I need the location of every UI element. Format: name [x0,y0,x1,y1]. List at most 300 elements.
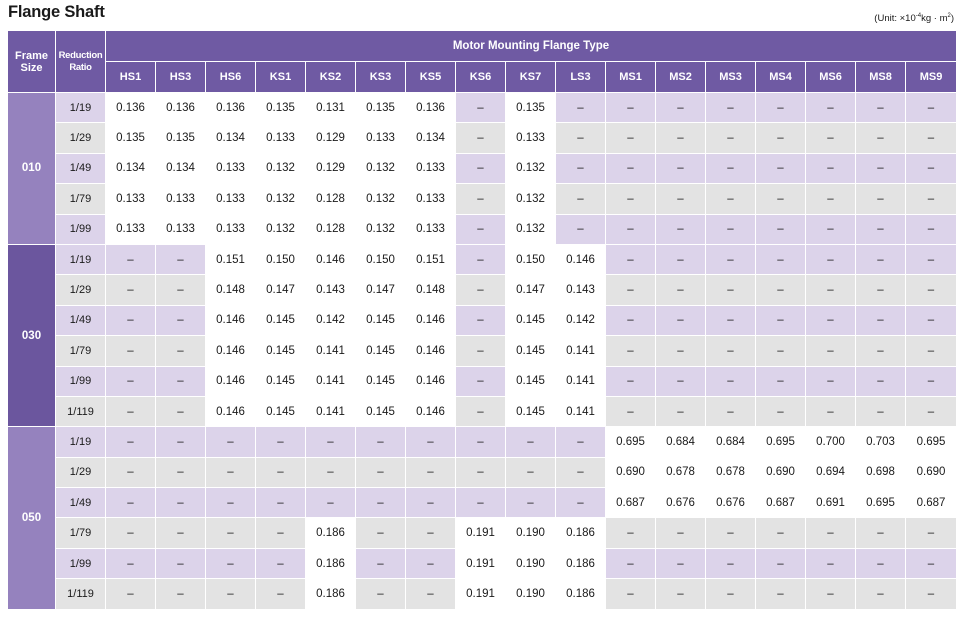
type-header-ms6: MS6 [806,62,856,93]
ratio-cell: 1/119 [56,397,106,427]
value-cell: 0.145 [356,367,406,397]
ratio-cell: 1/19 [56,93,106,123]
ratio-cell: 1/49 [56,488,106,518]
value-cell: 0.131 [306,93,356,123]
value-cell: – [656,306,706,336]
value-cell: – [406,579,456,609]
value-cell: – [256,579,306,609]
value-cell: 0.145 [256,336,306,366]
value-cell: 0.133 [206,184,256,214]
value-cell: 0.145 [506,336,556,366]
ratio-cell: 1/99 [56,367,106,397]
value-cell: – [206,518,256,548]
table-row [8,427,957,457]
value-cell: 0.186 [306,518,356,548]
value-cell: 0.141 [556,397,606,427]
value-cell: – [456,488,506,518]
value-cell: 0.698 [856,458,906,488]
value-cell: 0.145 [506,397,556,427]
value-cell: – [106,458,156,488]
type-header-ls3: LS3 [556,62,606,93]
value-cell: – [756,215,806,245]
value-cell: – [856,215,906,245]
table-row [8,154,957,184]
value-cell: – [756,518,806,548]
value-cell: – [856,367,906,397]
value-cell: – [656,367,706,397]
value-cell: – [806,184,856,214]
ratio-cell: 1/19 [56,427,106,457]
value-cell: 0.147 [256,275,306,305]
value-cell: – [856,549,906,579]
value-cell: – [706,549,756,579]
value-cell: – [456,367,506,397]
value-cell: 0.190 [506,549,556,579]
value-cell: 0.136 [406,93,456,123]
value-cell: – [906,123,957,153]
value-cell: 0.146 [206,397,256,427]
value-cell: – [756,549,806,579]
value-cell: 0.129 [306,123,356,153]
value-cell: 0.186 [556,549,606,579]
value-cell: – [856,184,906,214]
value-cell: 0.191 [456,579,506,609]
value-cell: – [756,306,806,336]
value-cell: 0.132 [256,215,306,245]
value-cell: 0.143 [306,275,356,305]
value-cell: – [756,245,806,275]
value-cell: – [556,458,606,488]
value-cell: 0.132 [256,184,306,214]
type-header-ks2: KS2 [306,62,356,93]
value-cell: – [406,549,456,579]
value-cell: – [506,427,556,457]
value-cell: – [606,93,656,123]
value-cell: 0.190 [506,579,556,609]
value-cell: – [606,154,656,184]
frame-size-cell: 030 [8,245,56,427]
value-cell: – [156,549,206,579]
value-cell: – [656,275,706,305]
table-row [8,93,957,123]
value-cell: – [656,93,706,123]
type-header-ks7: KS7 [506,62,556,93]
value-cell: 0.141 [556,336,606,366]
value-cell: – [356,427,406,457]
value-cell: 0.128 [306,184,356,214]
value-cell: 0.133 [256,123,306,153]
value-cell: – [256,488,306,518]
value-cell: 0.684 [656,427,706,457]
value-cell: – [156,518,206,548]
value-cell: – [656,397,706,427]
value-cell: 0.690 [606,458,656,488]
value-cell: 0.133 [106,184,156,214]
value-cell: – [256,427,306,457]
unit-exponent: -4 [915,13,922,19]
value-cell: – [706,245,756,275]
value-cell: 0.141 [306,367,356,397]
value-cell: 0.134 [156,154,206,184]
unit-suffix: kg · m [921,13,948,25]
value-cell: – [706,123,756,153]
value-cell: – [156,245,206,275]
value-cell: – [906,215,957,245]
value-cell: – [706,154,756,184]
value-cell: – [606,184,656,214]
value-cell: – [906,306,957,336]
value-cell: 0.695 [606,427,656,457]
value-cell: – [906,549,957,579]
value-cell: – [856,397,906,427]
value-cell: – [356,579,406,609]
value-cell: 0.191 [456,518,506,548]
value-cell: 0.143 [556,275,606,305]
type-header-hs6: HS6 [206,62,256,93]
value-cell: – [856,93,906,123]
value-cell: 0.703 [856,427,906,457]
value-cell: – [456,184,506,214]
value-cell: 0.191 [456,549,506,579]
value-cell: 0.128 [306,215,356,245]
value-cell: 0.145 [256,397,306,427]
type-header-ms2: MS2 [656,62,706,93]
value-cell: 0.135 [106,123,156,153]
value-cell: 0.132 [506,154,556,184]
value-cell: – [656,549,706,579]
value-cell: – [106,488,156,518]
value-cell: – [106,245,156,275]
value-cell: – [156,488,206,518]
value-cell: 0.133 [206,215,256,245]
value-cell: – [606,336,656,366]
value-cell: 0.147 [506,275,556,305]
value-cell: – [656,245,706,275]
ratio-cell: 1/19 [56,245,106,275]
value-cell: – [856,336,906,366]
value-cell: – [156,336,206,366]
value-cell: – [806,336,856,366]
value-cell: – [806,397,856,427]
value-cell: 0.132 [356,184,406,214]
value-cell: 0.186 [306,579,356,609]
value-cell: – [206,427,256,457]
type-header-ks3: KS3 [356,62,406,93]
value-cell: – [406,518,456,548]
value-cell: – [406,458,456,488]
type-header-ms1: MS1 [606,62,656,93]
table-row [8,367,957,397]
value-cell: – [106,518,156,548]
unit-close: ) [950,13,954,25]
unit-note [874,13,954,24]
value-cell: 0.136 [156,93,206,123]
value-cell: 0.190 [506,518,556,548]
value-cell: – [906,336,957,366]
value-cell: – [256,458,306,488]
value-cell: 0.142 [556,306,606,336]
value-cell: – [756,336,806,366]
value-cell: – [206,549,256,579]
value-cell: – [256,518,306,548]
value-cell: – [556,215,606,245]
value-cell: – [406,488,456,518]
value-cell: – [856,123,906,153]
value-cell: 0.684 [706,427,756,457]
value-cell: – [756,397,806,427]
value-cell: – [756,275,806,305]
value-cell: 0.695 [906,427,957,457]
value-cell: 0.141 [306,397,356,427]
value-cell: – [806,93,856,123]
ratio-cell: 1/99 [56,215,106,245]
type-header-hs3: HS3 [156,62,206,93]
value-cell: – [456,154,506,184]
table-row [8,184,957,214]
ratio-cell: 1/79 [56,518,106,548]
value-cell: 0.145 [356,336,406,366]
value-cell: 0.146 [206,336,256,366]
value-cell: 0.135 [156,123,206,153]
value-cell: – [906,93,957,123]
value-cell: 0.676 [706,488,756,518]
value-cell: – [456,306,506,336]
value-cell: – [156,579,206,609]
value-cell: 0.136 [206,93,256,123]
frame-size-cell: 050 [8,427,56,609]
frame-size-cell: 010 [8,93,56,245]
value-cell: 0.132 [506,184,556,214]
value-cell: – [106,579,156,609]
value-cell: – [356,518,406,548]
value-cell: – [906,397,957,427]
value-cell: 0.151 [206,245,256,275]
value-cell: – [806,306,856,336]
value-cell: – [706,184,756,214]
value-cell: – [706,306,756,336]
value-cell: – [906,518,957,548]
value-cell: – [456,336,506,366]
type-header-ks5: KS5 [406,62,456,93]
ratio-cell: 1/99 [56,549,106,579]
value-cell: – [456,215,506,245]
value-cell: – [306,458,356,488]
value-cell: – [456,427,506,457]
value-cell: – [156,306,206,336]
value-cell: 0.691 [806,488,856,518]
value-cell: – [606,123,656,153]
reduction-ratio-header: Reduction Ratio [56,31,106,93]
value-cell: 0.678 [706,458,756,488]
value-cell: – [606,275,656,305]
value-cell: – [556,154,606,184]
value-cell: – [706,397,756,427]
value-cell: – [606,549,656,579]
value-cell: – [106,275,156,305]
value-cell: – [206,579,256,609]
value-cell: 0.695 [856,488,906,518]
value-cell: – [106,427,156,457]
frame-size-header: Frame Size [8,31,56,93]
ratio-cell: 1/119 [56,579,106,609]
value-cell: 0.145 [256,306,306,336]
value-cell: 0.134 [106,154,156,184]
table-row [8,275,957,305]
value-cell: 0.186 [556,518,606,548]
value-cell: – [806,367,856,397]
value-cell: 0.150 [506,245,556,275]
value-cell: – [456,245,506,275]
page-title: Flange Shaft [8,3,105,21]
type-header-ms4: MS4 [756,62,806,93]
value-cell: 0.133 [156,184,206,214]
value-cell: 0.146 [206,367,256,397]
value-cell: – [206,488,256,518]
value-cell: 0.678 [656,458,706,488]
type-header-ms3: MS3 [706,62,756,93]
value-cell: 0.145 [356,306,406,336]
value-cell: 0.133 [406,215,456,245]
type-header-ks1: KS1 [256,62,306,93]
flange-type-header: Motor Mounting Flange Type [106,31,957,62]
value-cell: – [556,427,606,457]
value-cell: – [556,123,606,153]
value-cell: – [906,275,957,305]
value-cell: 0.142 [306,306,356,336]
value-cell: 0.186 [556,579,606,609]
value-cell: – [256,549,306,579]
ratio-cell: 1/49 [56,306,106,336]
value-cell: 0.145 [356,397,406,427]
value-cell: – [606,245,656,275]
value-cell: – [806,579,856,609]
ratio-cell: 1/29 [56,123,106,153]
value-cell: – [456,458,506,488]
value-cell: – [806,245,856,275]
value-cell: – [856,579,906,609]
value-cell: – [756,154,806,184]
value-cell: – [656,154,706,184]
value-cell: 0.133 [406,154,456,184]
table-row [8,397,957,427]
value-cell: 0.147 [356,275,406,305]
value-cell: – [656,336,706,366]
value-cell: – [606,579,656,609]
value-cell: – [406,427,456,457]
value-cell: – [106,397,156,427]
value-cell: 0.146 [406,367,456,397]
value-cell: – [356,549,406,579]
value-cell: 0.150 [356,245,406,275]
value-cell: – [706,93,756,123]
value-cell: – [906,367,957,397]
value-cell: – [706,215,756,245]
value-cell: 0.676 [656,488,706,518]
table-row [8,579,957,609]
value-cell: 0.690 [756,458,806,488]
value-cell: 0.134 [206,123,256,153]
value-cell: – [656,215,706,245]
ratio-cell: 1/49 [56,154,106,184]
value-cell: – [656,184,706,214]
value-cell: – [806,215,856,245]
value-cell: – [206,458,256,488]
value-cell: – [556,93,606,123]
type-header-ms9: MS9 [906,62,957,93]
type-header-ks6: KS6 [456,62,506,93]
value-cell: – [906,245,957,275]
value-cell: 0.129 [306,154,356,184]
type-header-ms8: MS8 [856,62,906,93]
value-cell: 0.148 [206,275,256,305]
value-cell: 0.145 [256,367,306,397]
value-cell: 0.134 [406,123,456,153]
value-cell: – [806,154,856,184]
value-cell: – [606,306,656,336]
value-cell: – [606,215,656,245]
value-cell: 0.133 [206,154,256,184]
value-cell: 0.151 [406,245,456,275]
value-cell: – [656,579,706,609]
value-cell: 0.186 [306,549,356,579]
table-row [8,518,957,548]
table-row [8,123,957,153]
value-cell: – [806,518,856,548]
value-cell: 0.132 [256,154,306,184]
value-cell: 0.135 [506,93,556,123]
value-cell: 0.133 [356,123,406,153]
value-cell: 0.150 [256,245,306,275]
value-cell: 0.687 [606,488,656,518]
value-cell: 0.146 [206,306,256,336]
value-cell: 0.700 [806,427,856,457]
ratio-cell: 1/79 [56,336,106,366]
value-cell: 0.690 [906,458,957,488]
value-cell: – [106,549,156,579]
table-row [8,336,957,366]
value-cell: 0.146 [306,245,356,275]
value-cell: – [756,123,806,153]
value-cell: 0.146 [406,306,456,336]
value-cell: 0.146 [406,336,456,366]
value-cell: – [656,518,706,548]
value-cell: – [306,488,356,518]
value-cell: – [706,518,756,548]
unit-prefix: (Unit: ×10 [874,13,916,25]
value-cell: 0.141 [306,336,356,366]
value-cell: – [706,367,756,397]
value-cell: 0.135 [256,93,306,123]
value-cell: – [356,488,406,518]
value-cell: – [556,184,606,214]
value-cell: 0.146 [406,397,456,427]
value-cell: 0.141 [556,367,606,397]
value-cell: – [906,184,957,214]
value-cell: – [856,275,906,305]
value-cell: – [106,306,156,336]
table-row [8,488,957,518]
table-row [8,549,957,579]
value-cell: 0.687 [756,488,806,518]
value-cell: – [156,275,206,305]
value-cell: 0.695 [756,427,806,457]
value-cell: – [606,518,656,548]
value-cell: – [856,245,906,275]
value-cell: – [456,275,506,305]
value-cell: 0.133 [156,215,206,245]
value-cell: 0.687 [906,488,957,518]
value-cell: 0.133 [506,123,556,153]
